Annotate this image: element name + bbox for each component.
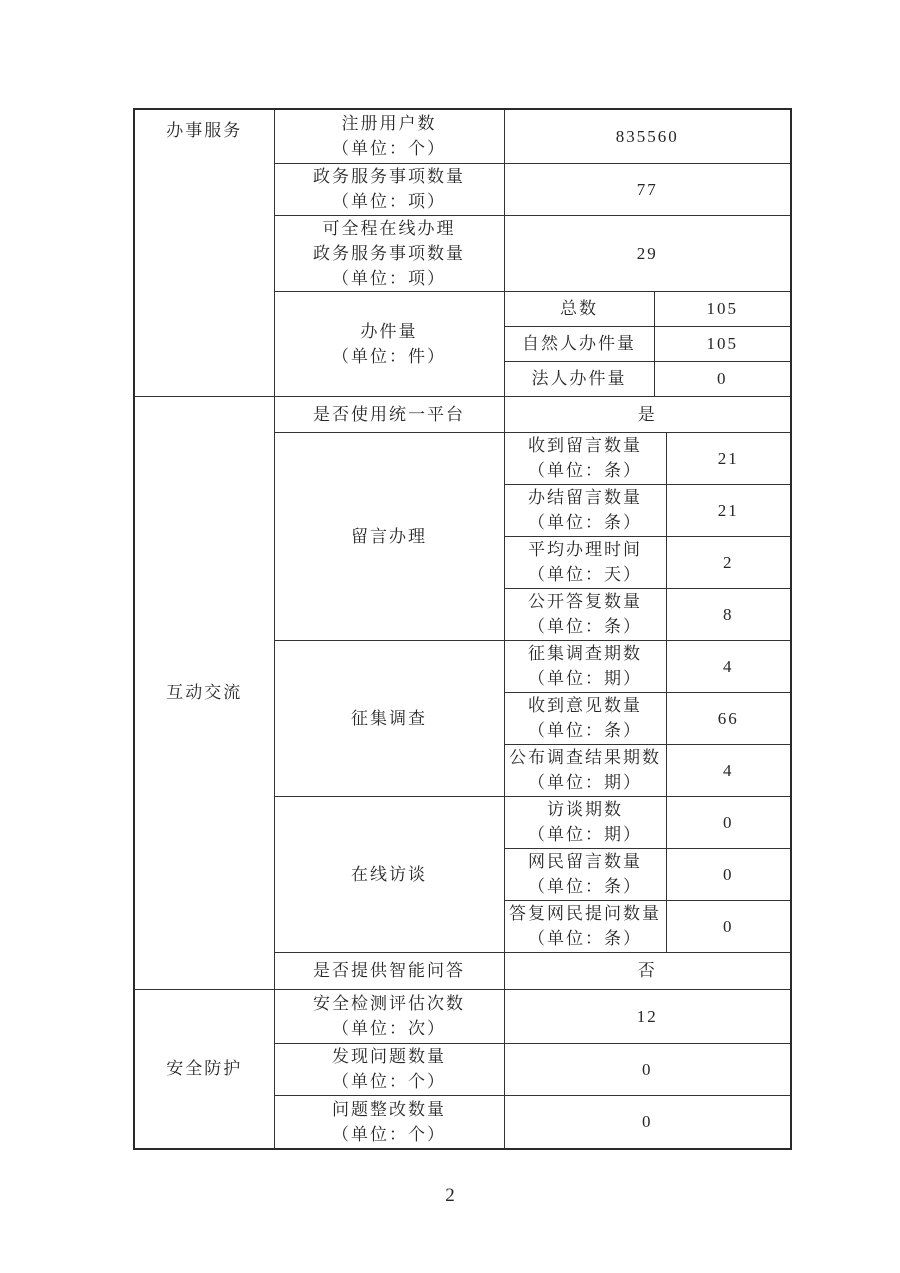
- metric-unit: （单位：项）: [332, 268, 446, 288]
- metric-name: 注册用户数: [341, 114, 437, 134]
- metric-name: 政务服务事项数量: [313, 243, 465, 263]
- sub-metric-value-cell: 21: [666, 432, 791, 484]
- metric-name: 收到留言数量: [528, 436, 642, 455]
- metric-name: 办件量: [360, 321, 418, 341]
- metric-name: 可全程在线办理: [322, 218, 456, 238]
- sub-metric-value-cell: 8: [666, 588, 791, 640]
- metric-name: 征集调查期数: [528, 644, 642, 663]
- metric-label-cell: [274, 1043, 504, 1095]
- metric-name: 政务服务事项数量: [313, 167, 465, 186]
- metric-unit: （单位：件）: [332, 346, 446, 366]
- sub-metric-value-cell: 66: [666, 692, 791, 744]
- table-row: [134, 396, 791, 432]
- metric-unit: （单位：期）: [528, 825, 642, 844]
- metric-value-cell: 835560: [504, 109, 791, 163]
- metric-name: 问题整改数量: [332, 1099, 446, 1119]
- sub-metric-label-cell: [504, 796, 666, 848]
- metric-unit: （单位：天）: [528, 565, 642, 584]
- section-group-cell: 互动交流: [134, 396, 274, 989]
- metric-label-cell: [274, 989, 504, 1043]
- metric-unit: （单位：个）: [332, 139, 446, 159]
- metric-label-cell: 是否使用统一平台: [274, 396, 504, 432]
- metric-value-cell: 77: [504, 163, 791, 215]
- sub-metric-value-cell: 2: [666, 536, 791, 588]
- metric-name: 网民留言数量: [528, 852, 642, 871]
- metric-value-cell: 否: [504, 952, 791, 989]
- sub-metric-label-cell: [504, 588, 666, 640]
- report-table: [133, 108, 792, 1150]
- metric-unit: （单位：条）: [528, 721, 642, 740]
- metric-unit: （单位：项）: [332, 192, 446, 211]
- metric-unit: （单位：条）: [528, 617, 642, 636]
- metric-name: 访谈期数: [547, 800, 623, 819]
- metric-name: 发现问题数量: [332, 1047, 446, 1066]
- sub-metric-label-cell: 法人办件量: [504, 361, 654, 396]
- metric-label-cell: [274, 215, 504, 291]
- metric-value-cell: 是: [504, 396, 791, 432]
- sub-metric-value-cell: 4: [666, 744, 791, 796]
- table-row: [134, 989, 791, 1043]
- metric-name: 平均办理时间: [528, 540, 642, 559]
- sub-metric-label-cell: [504, 692, 666, 744]
- metric-name: 收到意见数量: [528, 696, 642, 715]
- page-number: 2: [445, 1185, 455, 1206]
- metric-label-cell: [274, 1095, 504, 1149]
- metric-value-cell: 29: [504, 215, 791, 291]
- metric-value-cell: 0: [504, 1043, 791, 1095]
- sub-metric-value-cell: 105: [654, 291, 791, 326]
- metric-unit: （单位：次）: [332, 1019, 446, 1038]
- metric-value-cell: 12: [504, 989, 791, 1043]
- metric-unit: （单位：条）: [528, 461, 642, 480]
- sub-metric-value-cell: 0: [666, 796, 791, 848]
- metric-label-cell: [274, 291, 504, 396]
- metric-value-cell: 0: [504, 1095, 791, 1149]
- section-group-cell: 办事服务: [134, 109, 274, 396]
- sub-metric-label-cell: 总数: [504, 291, 654, 326]
- sub-metric-value-cell: 0: [666, 900, 791, 952]
- metric-name: 答复网民提问数量: [509, 904, 661, 923]
- sub-metric-label-cell: [504, 900, 666, 952]
- metric-label-cell: 在线访谈: [274, 796, 504, 952]
- sub-metric-label-cell: [504, 744, 666, 796]
- metric-unit: （单位：个）: [332, 1072, 446, 1091]
- sub-metric-label-cell: [504, 848, 666, 900]
- metric-name: 安全检测评估次数: [313, 994, 465, 1013]
- section-group-cell: 安全防护: [134, 989, 274, 1149]
- metric-label-cell: 是否提供智能问答: [274, 952, 504, 989]
- metric-label-cell: 留言办理: [274, 432, 504, 640]
- sub-metric-label-cell: [504, 484, 666, 536]
- metric-name: 公开答复数量: [528, 592, 642, 611]
- sub-metric-value-cell: 0: [666, 848, 791, 900]
- metric-unit: （单位：条）: [528, 513, 642, 532]
- metric-label-cell: 征集调查: [274, 640, 504, 796]
- table-row: [134, 109, 791, 163]
- sub-metric-label-cell: [504, 536, 666, 588]
- metric-label-cell: [274, 163, 504, 215]
- metric-unit: （单位：期）: [528, 669, 642, 688]
- metric-name: 办结留言数量: [528, 488, 642, 507]
- sub-metric-value-cell: 4: [666, 640, 791, 692]
- metric-unit: （单位：期）: [528, 773, 642, 792]
- sub-metric-label-cell: 自然人办件量: [504, 326, 654, 361]
- sub-metric-value-cell: 0: [654, 361, 791, 396]
- metric-unit: （单位：条）: [528, 877, 642, 896]
- metric-unit: （单位：条）: [528, 929, 642, 948]
- sub-metric-label-cell: [504, 640, 666, 692]
- metric-unit: （单位：个）: [332, 1124, 446, 1144]
- sub-metric-value-cell: 105: [654, 326, 791, 361]
- metric-name: 公布调查结果期数: [509, 748, 661, 767]
- sub-metric-label-cell: [504, 432, 666, 484]
- sub-metric-value-cell: 21: [666, 484, 791, 536]
- metric-label-cell: [274, 109, 504, 163]
